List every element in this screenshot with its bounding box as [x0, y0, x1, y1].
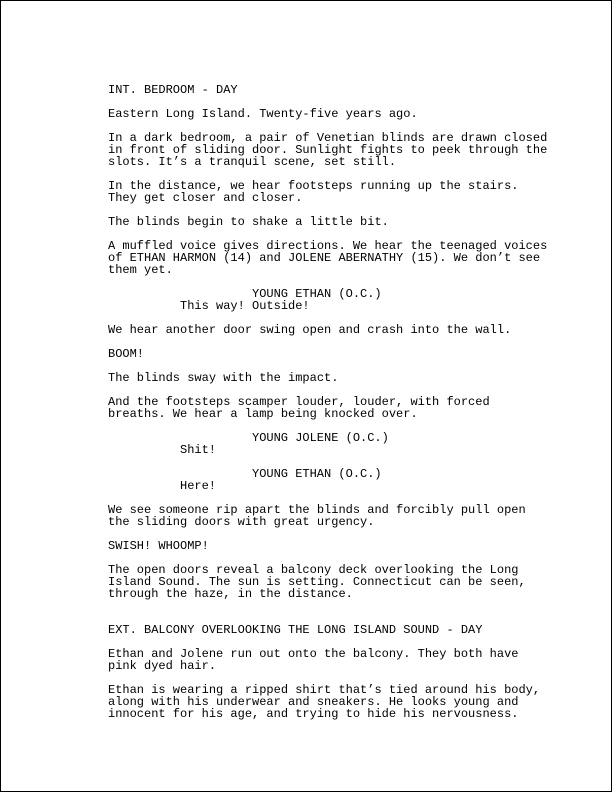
action-line: of ETHAN HARMON (14) and JOLENE ABERNATHY (15). We don’t see — [108, 251, 541, 265]
action-line: Ethan and Jolene run out onto the balcony. They both have — [108, 647, 519, 661]
action-line: innocent for his age, and trying to hide his nervousness. — [108, 707, 519, 721]
dialogue-line: Shit! — [180, 443, 217, 457]
action-line: Eastern Long Island. Twenty-five years ago. — [108, 107, 418, 121]
action-line: And the footsteps scamper louder, louder, with forced — [108, 395, 490, 409]
dialogue-line: Here! — [180, 479, 217, 493]
character-name: YOUNG JOLENE (O.C.) — [252, 431, 389, 445]
action-line: the sliding doors with great urgency. — [108, 515, 375, 529]
action-line: A muffled voice gives directions. We hear the teenaged voices — [108, 239, 548, 253]
character-name: YOUNG ETHAN (O.C.) — [252, 287, 382, 301]
action-line: in front of sliding door. Sunlight fights to peek through the — [108, 143, 548, 157]
action-line: The open doors reveal a balcony deck overlooking the Long — [108, 563, 519, 577]
action-line: them yet. — [108, 263, 173, 277]
action-line: The blinds begin to shake a little bit. — [108, 215, 389, 229]
action-line: slots. It’s a tranquil scene, set still. — [108, 155, 397, 169]
action-line: They get closer and closer. — [108, 191, 303, 205]
action-line: SWISH! WHOOMP! — [108, 539, 209, 553]
action-line: pink dyed hair. — [108, 659, 217, 673]
action-line: The blinds sway with the impact. — [108, 371, 339, 385]
action-line: along with his underwear and sneakers. He looks young and — [108, 695, 519, 709]
action-line: We see someone rip apart the blinds and forcibly pull open — [108, 503, 526, 517]
action-line: through the haze, in the distance. — [108, 587, 353, 601]
action-line: In the distance, we hear footsteps running up the stairs. — [108, 179, 519, 193]
character-name: YOUNG ETHAN (O.C.) — [252, 467, 382, 481]
scene-heading: INT. BEDROOM - DAY — [108, 83, 238, 97]
action-line: We hear another door swing open and crash into the wall. — [108, 323, 512, 337]
action-line: breaths. We hear a lamp being knocked over. — [108, 407, 418, 421]
action-line: Ethan is wearing a ripped shirt that’s tied around his body, — [108, 683, 541, 697]
scene-heading: EXT. BALCONY OVERLOOKING THE LONG ISLAND SOUND - DAY — [108, 623, 483, 637]
action-line: Island Sound. The sun is setting. Connecticut can be seen, — [108, 575, 526, 589]
action-line: BOOM! — [108, 347, 145, 361]
action-line: In a dark bedroom, a pair of Venetian blinds are drawn closed — [108, 131, 548, 145]
dialogue-line: This way! Outside! — [180, 299, 310, 313]
